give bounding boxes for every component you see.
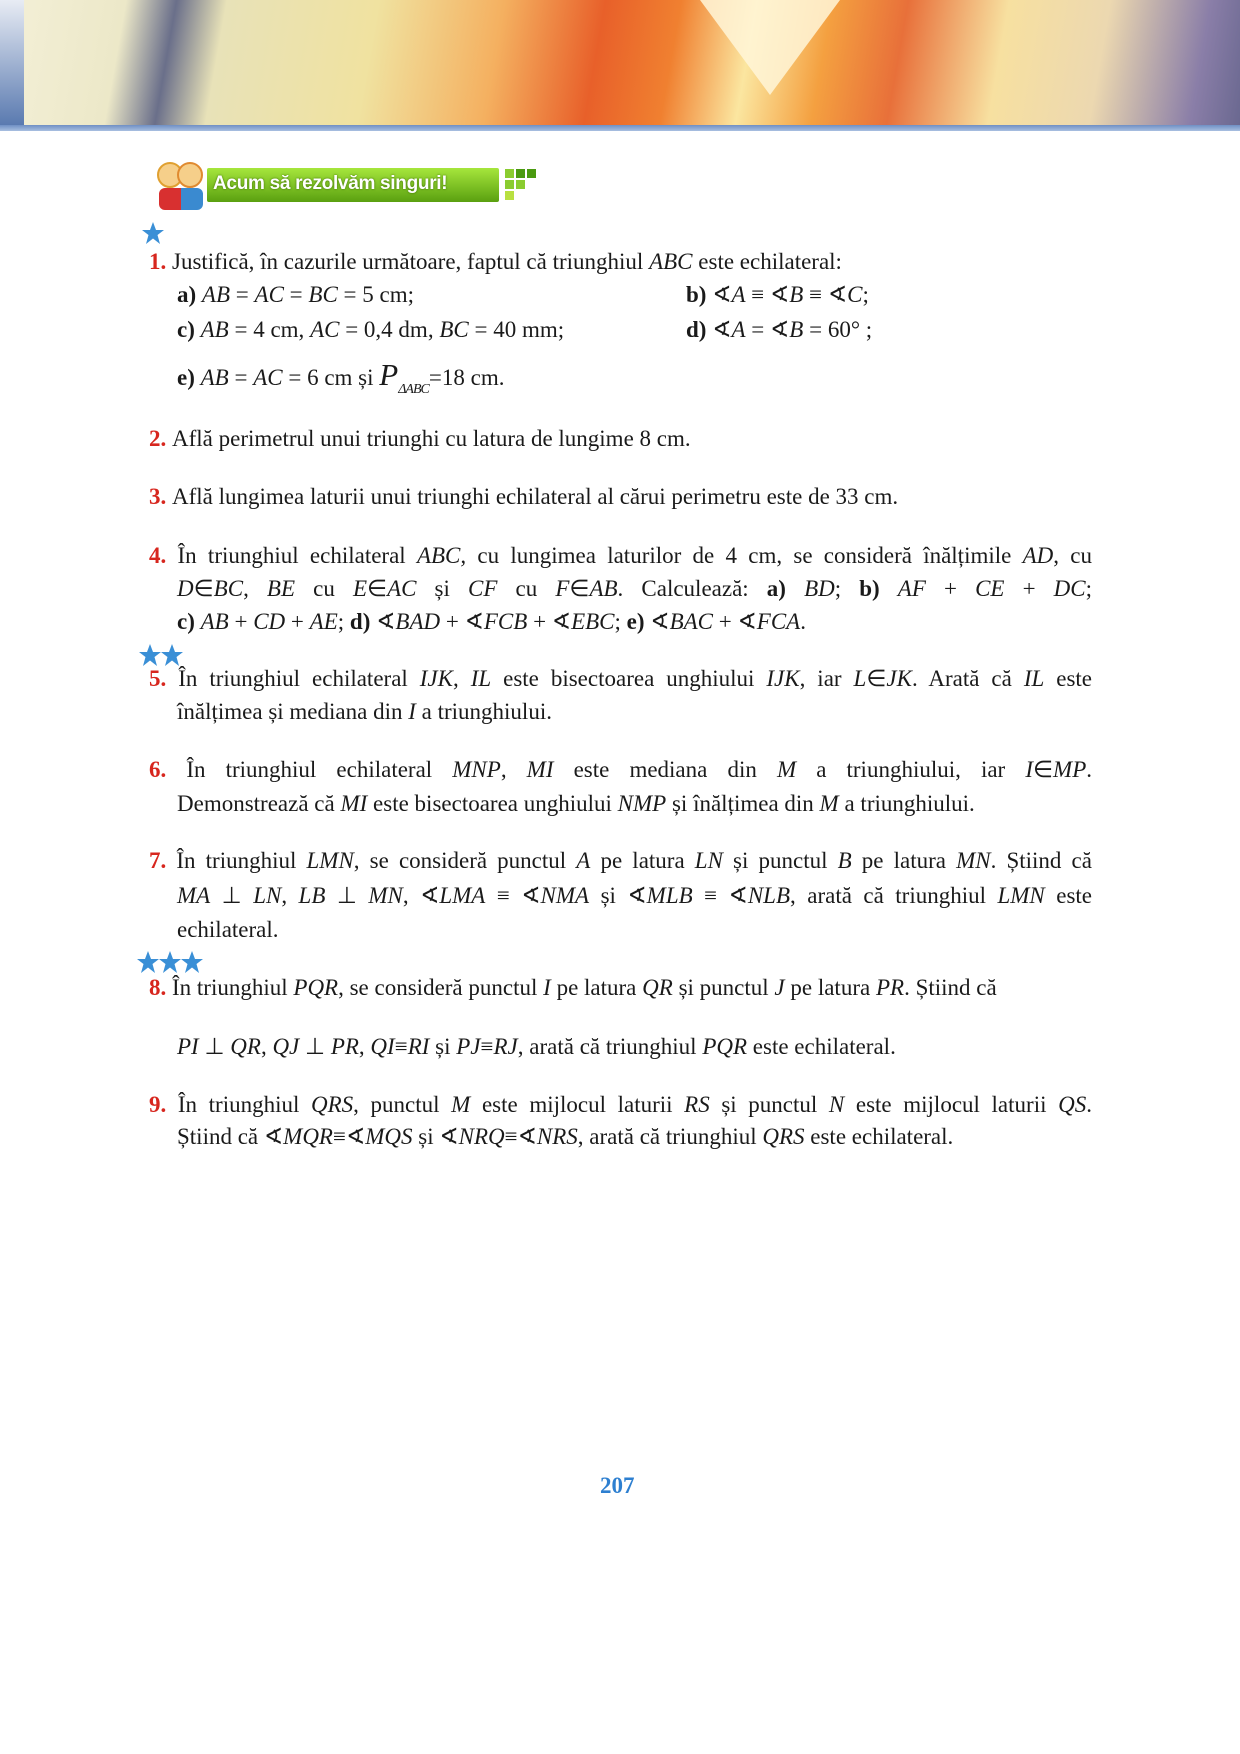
- text-segment: MN: [368, 883, 403, 908]
- exercise-6-line-1: [149, 755, 1092, 785]
- text-segment: M: [451, 1092, 471, 1117]
- text-segment: ABC,: [416, 543, 467, 568]
- text-segment: PR: [875, 975, 905, 1000]
- kid-body-icon: [159, 188, 203, 210]
- text-segment: NMP: [617, 791, 667, 816]
- text-segment: ⊥: [210, 883, 254, 908]
- text-segment: +: [925, 576, 976, 601]
- text-segment: FCA: [756, 609, 801, 634]
- text-segment: .: [1086, 757, 1092, 782]
- text-segment: ∈: [866, 666, 887, 691]
- text-segment: pe latura: [590, 848, 695, 873]
- exercise-1-item-d: [686, 315, 872, 345]
- text-segment: + ∢: [440, 609, 484, 634]
- text-segment: înălțimea și mediana din: [177, 699, 409, 724]
- exercise-9-line-2: [177, 1122, 953, 1152]
- text-segment: = 6 cm și: [282, 365, 380, 390]
- kid-illustration-icon: [177, 162, 203, 188]
- text-segment: ;: [834, 576, 860, 601]
- text-segment: RI: [407, 1034, 430, 1059]
- grid-decoration-icon: [505, 191, 514, 200]
- text-segment: A: [576, 848, 591, 873]
- text-segment: MQR: [283, 1124, 333, 1149]
- text-segment: ,: [500, 757, 527, 782]
- text-segment: B: [837, 848, 852, 873]
- text-segment: LN: [694, 848, 723, 873]
- text-segment: a triunghiului.: [415, 699, 552, 724]
- text-segment: CF: [468, 576, 498, 601]
- header-banner-image: [0, 0, 1240, 125]
- text-segment: este echilateral.: [747, 1034, 896, 1059]
- text-segment: A: [731, 282, 746, 307]
- exercise-6-line-2: [177, 789, 975, 819]
- text-segment: este mediana din: [553, 757, 777, 782]
- text-segment: ,: [452, 666, 471, 691]
- text-segment: , arată că triunghiul: [790, 883, 998, 908]
- text-segment: . Calculează:: [617, 576, 767, 601]
- text-segment: e): [626, 609, 645, 634]
- text-segment: B: [789, 282, 804, 307]
- text-segment: MI: [340, 791, 368, 816]
- text-segment: CE: [975, 576, 1005, 601]
- text-segment: ∈: [367, 576, 388, 601]
- text-segment: BD: [804, 576, 835, 601]
- exercise-2: [149, 424, 691, 454]
- text-segment: , iar: [799, 666, 854, 691]
- text-segment: ∢: [712, 282, 732, 307]
- exercise-number: 1.: [149, 249, 172, 274]
- text-segment: MN: [956, 848, 991, 873]
- text-segment: N: [828, 1092, 845, 1117]
- exercise-8-line-1: [149, 973, 997, 1003]
- text-segment: IJK: [419, 666, 453, 691]
- text-segment: pe latura: [784, 975, 876, 1000]
- text-segment: QJ: [272, 1034, 300, 1059]
- text-segment: ≡ ∢: [692, 883, 748, 908]
- text-segment: = 4 cm,: [228, 317, 311, 342]
- text-segment: LMA: [439, 883, 486, 908]
- text-segment: b): [686, 282, 713, 307]
- text-segment: Află lungimea laturii unui triunghi echilateral al cărui perimetru este de 33 cm.: [172, 484, 899, 509]
- text-segment: +: [228, 609, 254, 634]
- text-segment: ;: [1085, 576, 1093, 601]
- text-segment: ≡∢: [332, 1124, 366, 1149]
- text-segment: LB: [298, 883, 326, 908]
- text-segment: DC: [1053, 576, 1086, 601]
- text-segment: RJ: [493, 1034, 518, 1059]
- exercise-number: 2.: [149, 426, 172, 451]
- text-segment: este echilateral:: [692, 249, 842, 274]
- exercise-7-line-1: [149, 846, 1092, 876]
- text-segment: MLB: [646, 883, 693, 908]
- text-segment: Află perimetrul unui triunghi cu latura de lungime 8 cm.: [172, 426, 691, 451]
- text-segment: BAC: [669, 609, 714, 634]
- text-segment: ,: [243, 576, 267, 601]
- text-segment: , punctul: [353, 1092, 452, 1117]
- text-segment: d): [349, 609, 371, 634]
- exercise-4-line-1: [149, 541, 1092, 571]
- text-segment: MP: [1053, 757, 1087, 782]
- text-segment: =: [230, 282, 255, 307]
- text-segment: LMN: [997, 883, 1045, 908]
- text-segment: BC: [308, 282, 338, 307]
- text-segment: = 5 cm;: [337, 282, 414, 307]
- text-segment: J: [774, 975, 785, 1000]
- text-segment: a triunghiului, iar: [796, 757, 1026, 782]
- text-segment: În triunghiul: [172, 975, 294, 1000]
- text-segment: este bisectoarea unghiului: [491, 666, 767, 691]
- text-segment: +: [1004, 576, 1054, 601]
- exercise-1-item-c: [177, 315, 564, 345]
- exercise-5-line-2: [177, 697, 552, 727]
- text-segment: AC: [253, 365, 283, 390]
- text-segment: ,: [260, 1034, 273, 1059]
- exercise-number: 5.: [149, 666, 179, 691]
- text-segment: și ∢: [412, 1124, 459, 1149]
- text-segment: IL: [470, 666, 492, 691]
- text-segment: AD: [1022, 543, 1054, 568]
- banner-side-stripe: [0, 0, 24, 125]
- text-segment: ∢: [644, 609, 670, 634]
- grid-decoration-icon: [527, 169, 536, 178]
- exercise-number: 6.: [149, 757, 187, 782]
- text-segment: NRQ: [458, 1124, 505, 1149]
- exercise-number: 9.: [149, 1092, 178, 1117]
- page-number: 207: [600, 1473, 635, 1498]
- text-segment: Demonstrează că: [177, 791, 341, 816]
- text-segment: ∈: [193, 576, 214, 601]
- text-segment: . Arată că: [911, 666, 1024, 691]
- star-icon: [141, 221, 165, 245]
- text-segment: QR: [230, 1034, 261, 1059]
- text-segment: este mijlocul laturii: [844, 1092, 1059, 1117]
- text-segment: . Știind că: [990, 848, 1092, 873]
- three-stars-icon: [136, 950, 204, 974]
- text-segment: d): [686, 317, 713, 342]
- text-segment: = ∢: [745, 317, 790, 342]
- text-segment: ∢: [712, 317, 732, 342]
- text-segment: AB: [200, 365, 229, 390]
- text-segment: În triunghiul echilateral: [177, 543, 417, 568]
- text-segment: PI: [177, 1034, 199, 1059]
- text-segment: FCB: [483, 609, 528, 634]
- grid-decoration-icon: [505, 180, 514, 189]
- text-segment: ;: [614, 609, 627, 634]
- text-segment: . Știind că: [904, 975, 997, 1000]
- text-segment: MNP: [452, 757, 501, 782]
- text-segment: a): [766, 576, 786, 601]
- text-segment: M: [819, 791, 839, 816]
- exercise-number: 3.: [149, 484, 172, 509]
- text-segment: cu: [497, 576, 556, 601]
- banner-triangle-decoration: [700, 0, 840, 95]
- text-segment: AE: [309, 609, 338, 634]
- text-segment: EBC: [571, 609, 615, 634]
- grid-decoration-icon: [516, 169, 525, 178]
- text-segment: M: [776, 757, 797, 782]
- text-segment: c): [177, 609, 201, 634]
- text-segment: .: [800, 609, 806, 634]
- text-segment: A: [731, 317, 746, 342]
- text-segment: e): [177, 365, 201, 390]
- text-segment: AB: [200, 609, 229, 634]
- text-segment: = 40 mm;: [468, 317, 565, 342]
- text-segment: și punctul: [672, 975, 775, 1000]
- text-segment: c): [177, 317, 201, 342]
- text-segment: NRS: [536, 1124, 578, 1149]
- text-segment: QR: [642, 975, 673, 1000]
- exercise-1-item-e: [177, 357, 505, 405]
- text-segment: =: [228, 365, 254, 390]
- text-segment: MA: [177, 883, 211, 908]
- text-segment: ≡: [394, 1034, 408, 1059]
- text-segment: Știind că ∢: [177, 1124, 284, 1149]
- text-segment: În triunghiul echilateral: [178, 666, 420, 691]
- text-segment: AF: [897, 576, 926, 601]
- grid-decoration-icon: [516, 180, 525, 189]
- exercise-number: 8.: [149, 975, 172, 1000]
- text-segment: pe latura: [550, 975, 643, 1000]
- text-segment: ⊥: [325, 883, 369, 908]
- text-segment: ≡: [480, 1034, 494, 1059]
- text-segment: [880, 576, 898, 601]
- text-segment: BAD: [395, 609, 441, 634]
- text-segment: ∢: [370, 609, 396, 634]
- text-segment: MI: [526, 757, 554, 782]
- text-segment: LN: [253, 883, 282, 908]
- text-segment: a): [177, 282, 202, 307]
- text-segment: ⊥: [299, 1034, 331, 1059]
- text-segment: QS: [1058, 1092, 1087, 1117]
- text-segment: ∈: [1032, 757, 1054, 782]
- text-segment: pe latura: [851, 848, 957, 873]
- text-segment: PR: [330, 1034, 359, 1059]
- text-segment: +: [285, 609, 310, 634]
- section-badge: [155, 158, 545, 218]
- text-segment: ≡ ∢: [485, 883, 541, 908]
- text-segment: este echilateral.: [804, 1124, 954, 1149]
- text-segment: B: [789, 317, 804, 342]
- grid-decoration-icon: [505, 169, 514, 178]
- exercise-4-line-3: [177, 607, 806, 637]
- text-segment: QRS: [762, 1124, 805, 1149]
- text-segment: AC: [254, 282, 284, 307]
- text-segment: cu lungimea laturilor de 4 cm, se consideră înălțimile: [466, 543, 1023, 568]
- text-segment: ;: [862, 282, 869, 307]
- text-segment: ABC: [649, 249, 693, 274]
- text-segment: RS: [684, 1092, 710, 1117]
- text-segment: IJK: [766, 666, 800, 691]
- text-segment: LMN: [306, 848, 354, 873]
- text-segment: ≡ ∢: [745, 282, 790, 307]
- text-segment: este: [1044, 883, 1092, 908]
- text-segment: ∈: [569, 576, 590, 601]
- text-segment: Justifică, în cazurile următoare, faptul că triunghiul: [172, 249, 650, 274]
- text-segment: I: [1025, 757, 1033, 782]
- text-segment: , ∢: [402, 883, 440, 908]
- text-segment: , arată că triunghiul: [577, 1124, 763, 1149]
- text-segment: ΔABC: [398, 382, 429, 397]
- exercise-7-line-2: [177, 881, 1092, 911]
- text-segment: ≡ ∢: [803, 282, 848, 307]
- text-segment: echilateral.: [177, 917, 279, 942]
- text-segment: și ∢: [589, 883, 647, 908]
- text-segment: În triunghiul: [177, 1092, 311, 1117]
- exercise-number: 4.: [149, 543, 178, 568]
- text-segment: [786, 576, 804, 601]
- exercise-9-line-1: [149, 1090, 1092, 1120]
- text-segment: NLB: [747, 883, 791, 908]
- text-segment: + ∢: [713, 609, 757, 634]
- text-segment: QI: [370, 1034, 395, 1059]
- text-segment: ≡∢: [504, 1124, 537, 1149]
- text-segment: BC: [439, 317, 469, 342]
- text-segment: În triunghiul: [176, 848, 307, 873]
- text-segment: + ∢: [527, 609, 572, 634]
- text-segment: C: [847, 282, 863, 307]
- text-segment: D: [177, 576, 194, 601]
- text-segment: L: [853, 666, 867, 691]
- text-segment: este: [1044, 666, 1092, 691]
- text-segment: CD: [253, 609, 286, 634]
- exercise-1-item-b: [686, 280, 869, 310]
- text-segment: QRS: [311, 1092, 354, 1117]
- text-segment: și: [429, 1034, 457, 1059]
- text-segment: AB: [589, 576, 618, 601]
- text-segment: ⊥: [198, 1034, 231, 1059]
- exercise-3: [149, 482, 898, 512]
- text-segment: este bisectoarea unghiului: [367, 791, 618, 816]
- text-segment: În triunghiul echilateral: [186, 757, 453, 782]
- text-segment: MQS: [365, 1124, 413, 1149]
- text-segment: , se consideră punctul: [353, 848, 577, 873]
- exercise-4-line-2: [177, 574, 1092, 604]
- text-segment: ,: [281, 883, 299, 908]
- text-segment: P: [379, 357, 399, 392]
- exercise-8-line-2: [177, 1032, 896, 1062]
- text-segment: AB: [201, 282, 231, 307]
- text-segment: E: [352, 576, 368, 601]
- text-segment: IL: [1023, 666, 1045, 691]
- text-segment: PQR: [702, 1034, 748, 1059]
- text-segment: ;: [337, 609, 350, 634]
- text-segment: =18 cm.: [428, 365, 505, 390]
- text-segment: , cu: [1053, 543, 1092, 568]
- text-segment: ,: [358, 1034, 371, 1059]
- text-segment: = 0,4 dm,: [339, 317, 440, 342]
- exercise-7-line-3: [177, 915, 279, 945]
- exercise-number: 7.: [149, 848, 177, 873]
- text-segment: NMA: [540, 883, 590, 908]
- text-segment: =: [283, 282, 309, 307]
- text-segment: F: [555, 576, 570, 601]
- exercise-5-line-1: [149, 664, 1092, 694]
- exercise-1-statement: [149, 247, 842, 277]
- text-segment: , se consideră punctul: [338, 975, 544, 1000]
- text-segment: și: [416, 576, 469, 601]
- text-segment: cu: [295, 576, 353, 601]
- text-segment: JK: [886, 666, 912, 691]
- text-segment: .: [1086, 1092, 1092, 1117]
- text-segment: b): [859, 576, 880, 601]
- text-segment: PQR: [293, 975, 339, 1000]
- text-segment: și punctul: [722, 848, 838, 873]
- section-title: Acum să rezolvăm singuri!: [213, 173, 448, 194]
- text-segment: și punctul: [709, 1092, 829, 1117]
- exercise-1-item-a: [177, 280, 414, 310]
- text-segment: AC: [387, 576, 417, 601]
- text-segment: , arată că triunghiul: [517, 1034, 703, 1059]
- text-segment: PJ: [456, 1034, 481, 1059]
- text-segment: BC: [213, 576, 244, 601]
- text-segment: I: [408, 699, 416, 724]
- text-segment: I: [543, 975, 551, 1000]
- text-segment: = 60° ;: [803, 317, 873, 342]
- header-divider: [0, 125, 1240, 131]
- text-segment: este mijlocul laturii: [470, 1092, 685, 1117]
- text-segment: BE: [266, 576, 296, 601]
- text-segment: a triunghiului.: [838, 791, 975, 816]
- text-segment: AB: [200, 317, 229, 342]
- text-segment: și înălțimea din: [666, 791, 820, 816]
- text-segment: AC: [310, 317, 340, 342]
